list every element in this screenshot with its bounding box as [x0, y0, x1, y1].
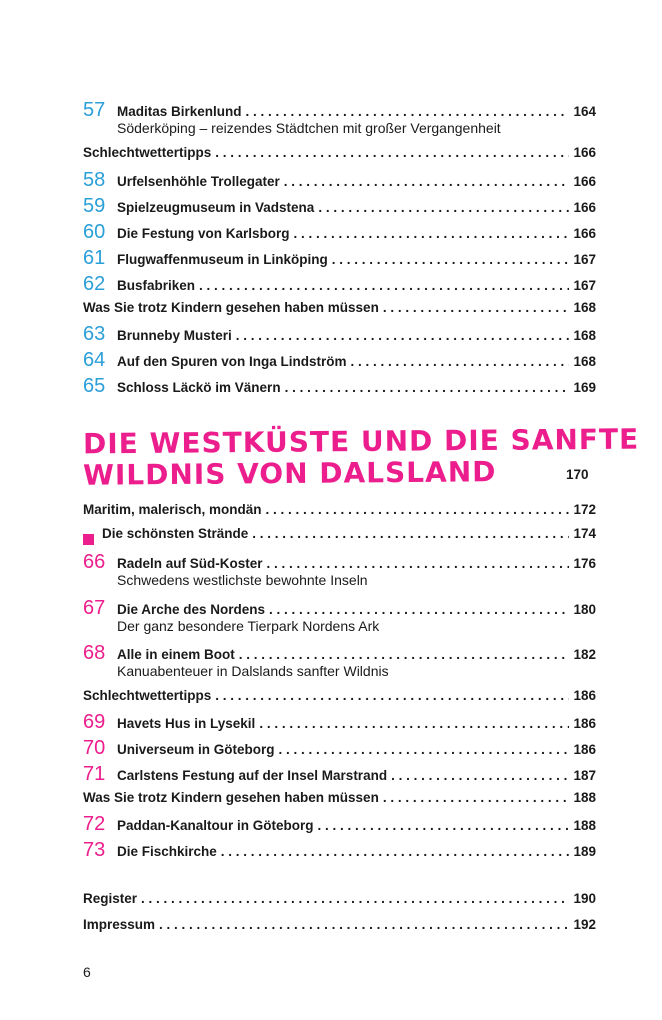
entry-number: 66	[83, 551, 106, 573]
toc-entry-was-sie-trotz-kindern-2[interactable]	[83, 790, 596, 814]
page-number: 192	[573, 917, 596, 932]
entry-number: 65	[83, 375, 106, 397]
entry-title: Impressum	[83, 917, 156, 932]
entry-title: Schlechtwettertipps	[83, 688, 212, 703]
leader-dots	[332, 252, 570, 267]
entry-title: Maritim, malerisch, mondän	[83, 502, 262, 517]
toc-entry-was-sie-trotz-kindern[interactable]	[83, 300, 596, 324]
page-number: 187	[573, 768, 596, 783]
page-number: 166	[573, 174, 596, 189]
entry-title: Die Fischkirche	[117, 844, 217, 859]
entry-title: Was Sie trotz Kindern gesehen haben müssen	[83, 790, 379, 805]
leader-dots	[318, 818, 570, 833]
page-number: 188	[573, 790, 596, 805]
entry-number: 67	[83, 597, 106, 619]
entry-number: 70	[83, 737, 106, 759]
toc-entry-70[interactable]	[83, 738, 596, 762]
entry-number: 58	[83, 169, 106, 191]
entry-title: Maditas Birkenlund	[117, 104, 242, 119]
page-number: 189	[573, 844, 596, 859]
entry-title: Universeum in Göteborg	[117, 742, 275, 757]
entry-title: Havets Hus in Lysekil	[117, 716, 256, 731]
leader-dots	[285, 380, 570, 395]
toc-entry-65[interactable]	[83, 376, 596, 400]
leader-dots	[259, 716, 569, 731]
page-number: 168	[573, 328, 596, 343]
leader-dots	[221, 844, 570, 859]
entry-title: Carlstens Festung auf der Insel Marstrand	[117, 768, 388, 783]
chapter-title-line-2: WILDNIS VON DALSLAND	[82, 455, 497, 492]
page-number: 166	[573, 226, 596, 241]
toc-entry-69[interactable]	[83, 712, 596, 736]
toc-entry-impressum[interactable]	[83, 917, 596, 941]
page-number: 167	[573, 278, 596, 293]
toc-entry-58[interactable]	[83, 170, 596, 194]
entry-number: 68	[83, 642, 106, 664]
toc-entry-straende[interactable]	[83, 526, 596, 550]
page-number: 182	[573, 647, 596, 662]
leader-dots	[284, 174, 570, 189]
page-number: 168	[573, 354, 596, 369]
page-number: 168	[573, 300, 596, 315]
leader-dots	[239, 647, 570, 662]
leader-dots	[215, 145, 569, 160]
entry-number: 60	[83, 221, 106, 243]
page-number: 172	[573, 502, 596, 517]
entry-title: Register	[83, 891, 138, 906]
leader-dots	[383, 790, 570, 805]
leader-dots	[294, 226, 570, 241]
entry-subtitle: Schwedens westlichste bewohnte Inseln	[117, 572, 368, 588]
entry-title: Was Sie trotz Kindern gesehen haben müssen	[83, 300, 379, 315]
entry-title: Paddan-Kanaltour in Göteborg	[117, 818, 314, 833]
toc-entry-register[interactable]	[83, 891, 596, 915]
toc-entry-schlechtwettertipps[interactable]	[83, 145, 596, 169]
leader-dots	[236, 328, 570, 343]
entry-title: Spielzeugmuseum in Vadstena	[117, 200, 315, 215]
page-number: 190	[573, 891, 596, 906]
page-number: 169	[573, 380, 596, 395]
page-number: 167	[573, 252, 596, 267]
leader-dots	[266, 502, 570, 517]
leader-dots	[269, 602, 569, 617]
leader-dots	[141, 891, 569, 906]
page-number: 180	[573, 602, 596, 617]
toc-entry-schlechtwettertipps-2[interactable]	[83, 688, 596, 712]
leader-dots	[252, 526, 569, 541]
leader-dots	[199, 278, 569, 293]
entry-subtitle: Kanuabenteuer in Dalslands sanfter Wildnis	[117, 663, 389, 679]
leader-dots	[383, 300, 570, 315]
chapter-title-line-1: DIE WESTKÜSTE UND DIE SANFTE	[82, 422, 640, 461]
page-number: 186	[573, 742, 596, 757]
entry-title: Die schönsten Strände	[102, 526, 249, 541]
page-number: 166	[573, 200, 596, 215]
entry-title: Busfabriken	[117, 278, 196, 293]
entry-title: Alle in einem Boot	[117, 647, 235, 662]
pink-square-bullet-icon	[83, 534, 94, 545]
entry-number: 72	[83, 813, 106, 835]
entry-title: Flugwaffenmuseum in Linköping	[117, 252, 328, 267]
leader-dots	[215, 688, 569, 703]
entry-subtitle: Der ganz besondere Tierpark Nordens Ark	[117, 618, 380, 634]
entry-number: 62	[83, 273, 106, 295]
leader-dots	[351, 354, 570, 369]
toc-entry-72[interactable]	[83, 814, 596, 838]
entry-number: 64	[83, 349, 106, 371]
leader-dots	[267, 556, 570, 571]
entry-title: Brunneby Musteri	[117, 328, 232, 343]
toc-entry-61[interactable]	[83, 248, 596, 272]
entry-number: 61	[83, 247, 106, 269]
page-number: 166	[573, 145, 596, 160]
entry-title: Schlechtwettertipps	[83, 145, 212, 160]
page-number: 164	[573, 104, 596, 119]
toc-entry-maritim[interactable]	[83, 502, 596, 526]
entry-number: 59	[83, 195, 106, 217]
entry-number: 57	[83, 99, 106, 121]
page-number: 174	[573, 526, 596, 541]
toc-entry-59[interactable]	[83, 196, 596, 220]
entry-subtitle: Söderköping – reizendes Städtchen mit großer Vergangenheit	[117, 120, 501, 136]
entry-title: Radeln auf Süd-Koster	[117, 556, 263, 571]
toc-entry-71[interactable]	[83, 764, 596, 788]
toc-entry-60[interactable]	[83, 222, 596, 246]
toc-entry-64[interactable]	[83, 350, 596, 374]
entry-title: Die Arche des Nordens	[117, 602, 266, 617]
leader-dots	[246, 104, 570, 119]
entry-number: 69	[83, 711, 106, 733]
chapter-page-number: 170	[566, 467, 589, 482]
entry-title: Schloss Läckö im Vänern	[117, 380, 281, 395]
entry-number: 71	[83, 763, 106, 785]
page-folio: 6	[83, 964, 91, 980]
leader-dots	[279, 742, 570, 757]
entry-number: 63	[83, 323, 106, 345]
page-number: 188	[573, 818, 596, 833]
toc-entry-73[interactable]	[83, 840, 596, 864]
leader-dots	[159, 917, 569, 932]
page-number: 186	[573, 688, 596, 703]
entry-title: Urfelsenhöhle Trollegater	[117, 174, 280, 189]
leader-dots	[318, 200, 569, 215]
toc-entry-62[interactable]	[83, 274, 596, 298]
toc-entry-63[interactable]	[83, 324, 596, 348]
entry-title: Auf den Spuren von Inga Lindström	[117, 354, 347, 369]
leader-dots	[391, 768, 569, 783]
entry-title: Die Festung von Karlsborg	[117, 226, 290, 241]
page-number: 186	[573, 716, 596, 731]
page-number: 176	[573, 556, 596, 571]
entry-number: 73	[83, 839, 106, 861]
